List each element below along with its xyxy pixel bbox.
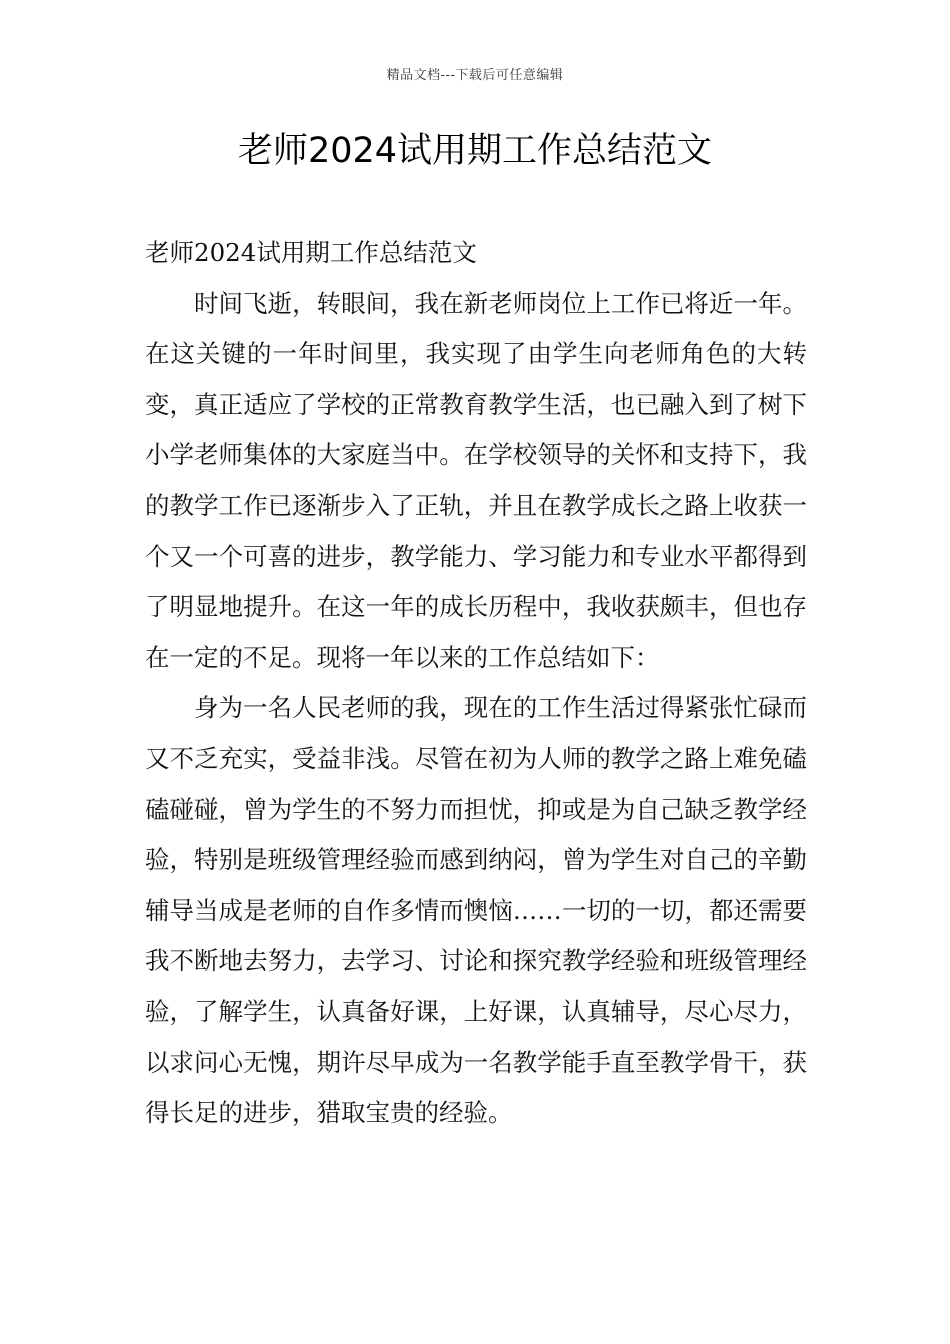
document-title: 老师2024试用期工作总结范文 (237, 131, 713, 171)
paragraph-intro: 时间飞逝，转眼间，我在新老师岗位上工作已将近一年。在这关键的一年时间里，我实现了由学生向老师角色的大转变，真正适应了学校的正常教育教学生活，也已融入到了树下小学老师集体的大家庭当中。在学校领导的关怀和支持下，我的教学工作已逐渐步入了正轨，并且在教学成长之路上收获一个又一个可喜的进步，教学能力、学习能力和专业水平都得到了明显地提升。在这一年的成长历程中，我收获颇丰，但也存在一定的不足。现将一年以来的工作总结如下： (145, 288, 807, 672)
document-body (145, 228, 807, 1139)
document-subtitle: 老师2024试用期工作总结范文 (145, 238, 477, 267)
paragraph-reflection: 身为一名人民老师的我，现在的工作生活过得紧张忙碌而又不乏充实，受益非浅。尽管在初为人师的教学之路上难免磕磕碰碰，曾为学生的不努力而担忧，抑或是为自己缺乏教学经验，特别是班级管理经验而感到纳闷，曾为学生对自己的辛勤辅导当成是老师的自作多情而懊恼……一切的一切，都还需要我不断地去努力，去学习、讨论和探究教学经验和班级管理经验，了解学生，认真备好课，上好课，认真辅导，尽心尽力，以求问心无愧，期许尽早成为一名教学能手直至教学骨干，获得长足的进步，猎取宝贵的经验。 (145, 693, 807, 1128)
header-note: 精品文档---下载后可任意编辑 (386, 68, 564, 83)
